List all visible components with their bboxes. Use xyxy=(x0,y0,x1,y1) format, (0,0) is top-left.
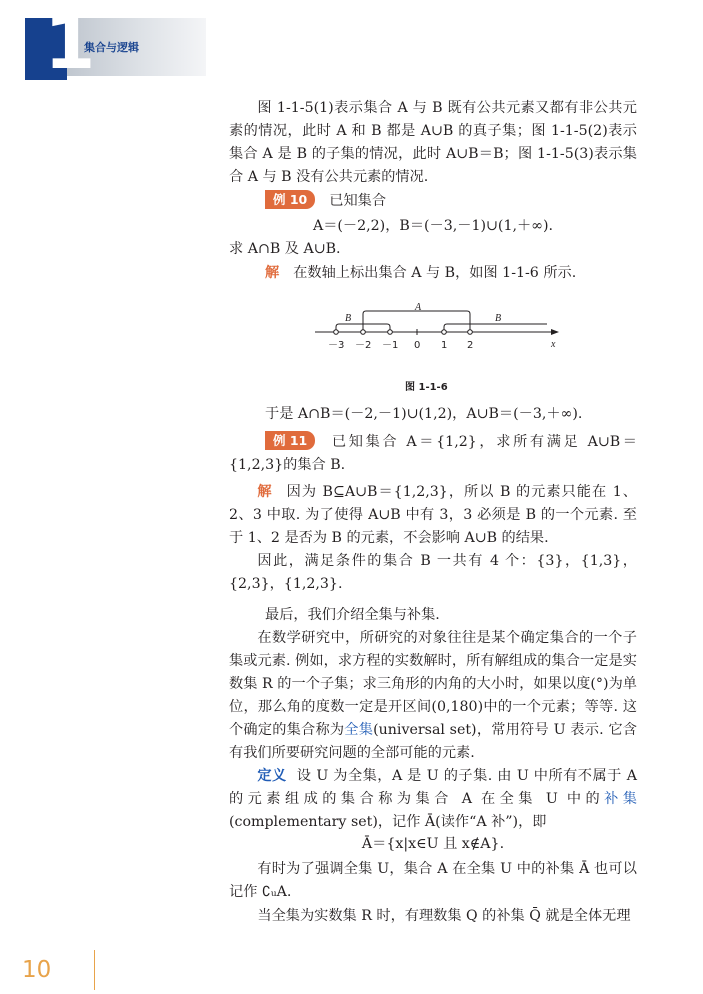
example10-intro: 已知集合 xyxy=(329,193,387,209)
closing-paragraph-1: 有时为了强调全集 U，集合 A 在全集 U 中的补集 Ā 也可以记作 ∁ᵤA. xyxy=(229,861,637,900)
example11-solution xyxy=(229,481,637,550)
tick-label-0: 0 xyxy=(414,340,421,351)
tick-label-minus1: －1 xyxy=(382,340,399,351)
example11-question xyxy=(229,431,637,477)
definition-label: 定义 xyxy=(257,768,287,784)
intro-paragraph: 图 1-1-5(1)表示集合 A 与 B 既有公共元素又都有非公共元素的情况，此时 A 和 B 都是 A∪B 的真子集；图 1-1-5(2)表示集合 A 是 B 的子集的情况，此时 A∪B＝B；图 1-1-5(3)表示集合 A 与 B 没有公共元素的情况. xyxy=(229,100,637,185)
example10-badge: 例 10 xyxy=(265,190,315,209)
point-1 xyxy=(442,330,447,335)
label-A: A xyxy=(415,302,422,313)
definition-text-b: (complementary set)，记作 Ā(读作“A 补”)，即 xyxy=(229,814,547,830)
term-universal-set: 全集 xyxy=(344,722,374,738)
example11-solution-text: 因为 B⊆A∪B＝{1,2,3}，所以 B 的元素只能在 1、2、3 中取. 为了使得 A∪B 中有 3，3 必须是 B 的一个元素. 至于 1、2 是否为 B 的元素，不会影响 A∪B 的结果. xyxy=(229,484,637,546)
universal-text-a: 在数学研究中，所研究的对象往往是某个确定集合的一个子集或元素. 例如，求方程的实数解时，所有解组成的集合一定是实数集 R 的一个子集；求三角形的内角的大小时，如果以度(°)为单位，那么角的度数一定是开区间(0,180)中的一个元素；等等. 这个确定的集合称为 xyxy=(229,630,637,738)
chapter-number: 1 xyxy=(44,0,94,86)
number-line-figure xyxy=(315,298,565,362)
figure-caption: 图 1-1-6 xyxy=(405,382,448,393)
definition-text-a: 设 U 为全集，A 是 U 的子集. 由 U 中所有不属于 A 的元素组成的集合称为集合 A 在全集 U 中的 xyxy=(229,768,637,807)
closing-paragraph-2: 当全集为实数集 R 时，有理数集 Q 的补集 Q̄ 就是全体无理 xyxy=(257,908,631,924)
solution-label-2: 解 xyxy=(257,484,273,500)
page-number-divider xyxy=(94,950,95,990)
solution-label: 解 xyxy=(265,265,280,281)
set-B-right-bracket xyxy=(444,324,547,332)
set-A-bracket xyxy=(363,311,470,332)
example11-question-text: 已知集合 A＝{1,2}，求所有满足 A∪B＝{1,2,3}的集合 B. xyxy=(229,434,637,473)
label-B-right: B xyxy=(495,313,502,324)
example10-solution xyxy=(265,262,576,285)
term-complement: 补集 xyxy=(604,791,637,807)
definition-paragraph xyxy=(229,765,637,834)
example10-result: 于是 A∩B＝(－2,－1)∪(1,2)，A∪B＝(－3,＋∞). xyxy=(265,406,583,422)
page-number: 10 xyxy=(22,957,52,983)
chapter-title: 集合与逻辑 xyxy=(84,41,139,54)
point-minus2 xyxy=(361,330,366,335)
point-2 xyxy=(468,330,473,335)
solution-text: 在数轴上标出集合 A 与 B，如图 1-1-6 所示. xyxy=(293,265,577,281)
example11-conclusion: 因此，满足条件的集合 B 一共有 4 个：{3}，{1,3}，{2,3}，{1,2,3}. xyxy=(229,553,637,592)
tick-label-2: 2 xyxy=(467,340,474,351)
tick-label-1: 1 xyxy=(441,340,448,351)
example10-sets: A＝(－2,2)，B＝(－3,－1)∪(1,＋∞). xyxy=(312,218,554,234)
example10-line xyxy=(265,190,386,213)
label-B-left: B xyxy=(345,313,352,324)
point-minus1 xyxy=(388,330,393,335)
axis-x-label: x xyxy=(551,339,556,350)
tick-label-minus2: －2 xyxy=(355,340,372,351)
axis-arrow xyxy=(551,329,559,335)
universal-intro: 最后，我们介绍全集与补集. xyxy=(265,607,440,623)
point-minus3 xyxy=(334,330,339,335)
tick-label-minus3: －3 xyxy=(328,340,345,351)
complement-formula: Ā＝{x|x∈U 且 x∉A}. xyxy=(361,836,505,852)
universal-paragraph xyxy=(229,627,637,765)
example11-badge: 例 11 xyxy=(265,431,315,450)
example10-ask: 求 A∩B 及 A∪B. xyxy=(229,241,341,257)
universal-text-b: (universal set)，常用符号 U 表示. 它含有我们所要研究问题的全部可能的元素. xyxy=(229,722,637,761)
